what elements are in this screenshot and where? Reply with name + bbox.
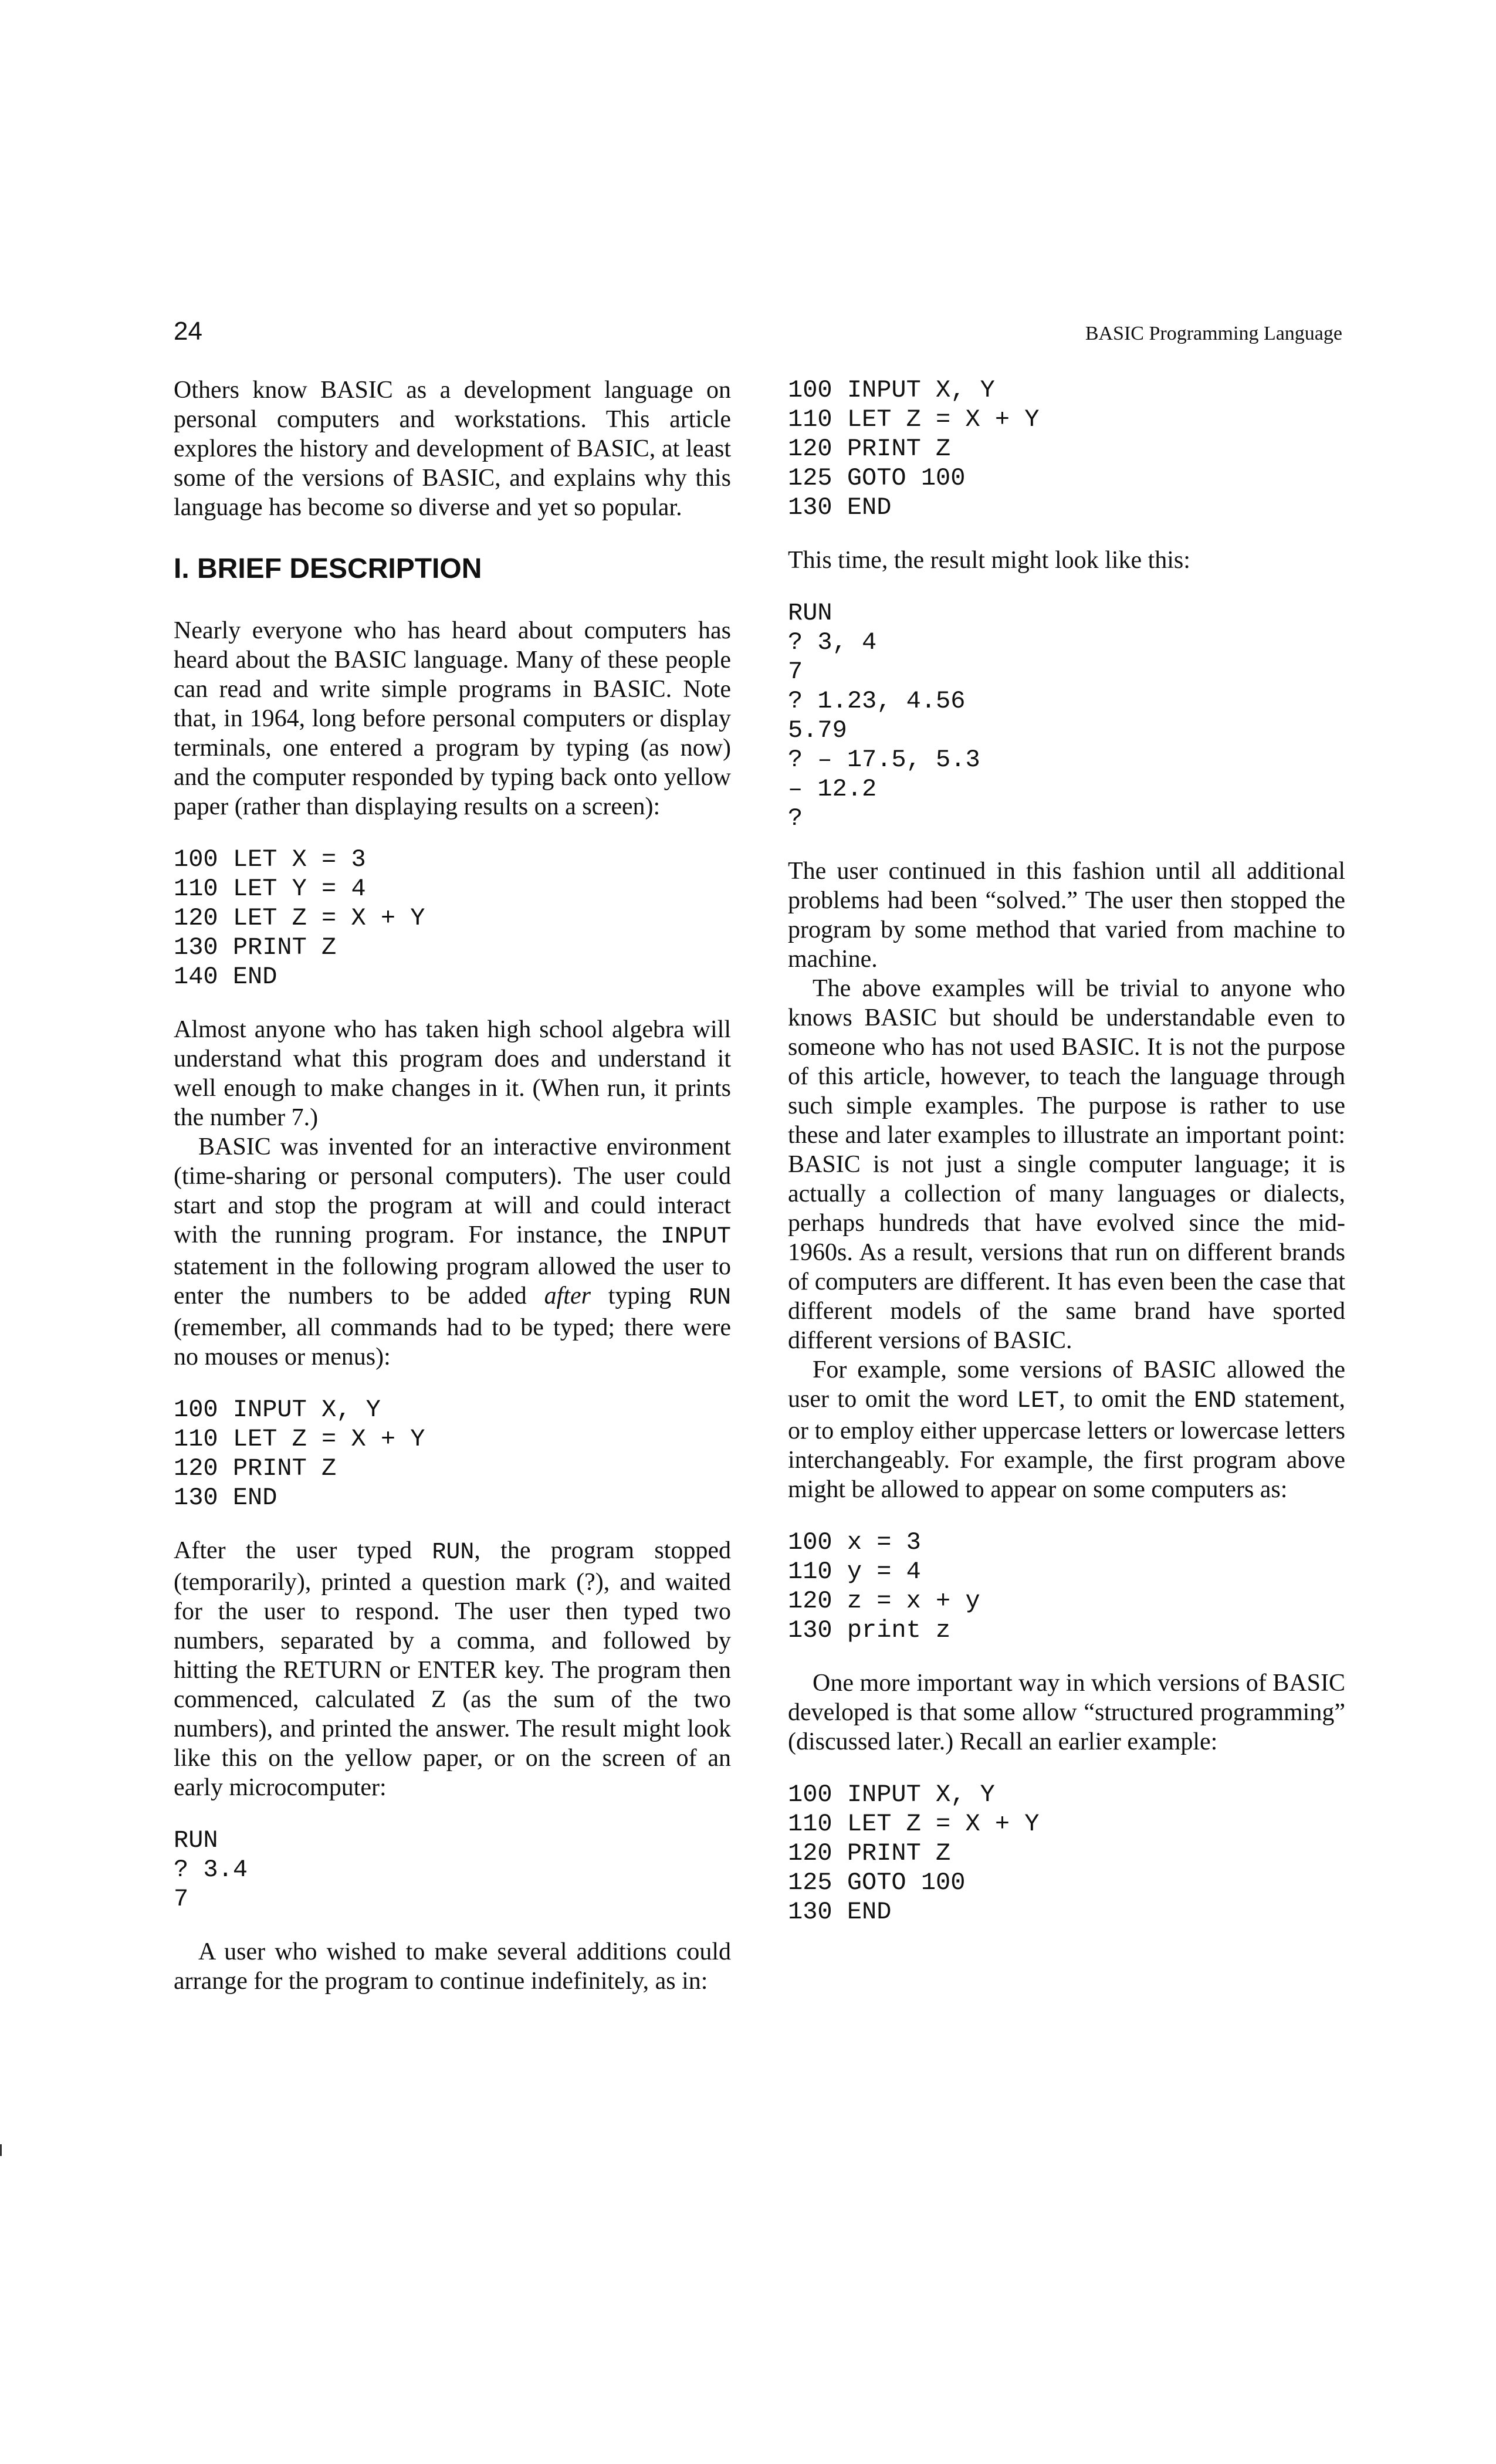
scan-edge-mark [0, 2144, 2, 2156]
paragraph: Nearly everyone who has heard about computers has heard about the BASIC language. Many of these people can read and write simple programs in BASIC. Note that, in 1964, long before personal computers or display terminals, one entered a program by typing (as now) and the computer responded by typing back onto yellow paper (rather than displaying results on a screen): [174, 617, 731, 820]
code-block: 100 INPUT X, Y 110 LET Z = X + Y 120 PRINT Z 125 GOTO 100 130 END [788, 376, 1040, 522]
code-block: RUN ? 3.4 7 [174, 1826, 248, 1913]
paragraph: A user who wished to make several additions could arrange for the program to continue indefinitely, as in: [174, 1938, 731, 1995]
code-block: 100 x = 3 110 y = 4 120 z = x + y 130 print z [788, 1528, 980, 1644]
paragraph: The user continued in this fashion until all additional problems had been “solved.” The user then stopped the program by some method that varied from machine to machine. [788, 858, 1345, 973]
code-block: 100 INPUT X, Y 110 LET Z = X + Y 120 PRINT Z 130 END [174, 1396, 425, 1512]
left-column [174, 375, 731, 1996]
paragraph: Almost anyone who has taken high school algebra will understand what this program does and understand it well enough to make changes in it. (When run, it prints the number 7.) [174, 1016, 731, 1131]
page-number: 24 [174, 317, 202, 346]
paragraph: After the user typed RUN, the program stopped (temporarily), printed a question mark (?), and waited for the user to respond. The user then typed two numbers, separated by a comma, and followed by hitting the RETURN or ENTER key. The program then commenced, calculated Z (as the sum of the two numbers), and printed the answer. The result might look like this on the yellow paper, or on the screen of an early microcomputer: [174, 1537, 732, 1801]
paragraph: The above examples will be trivial to anyone who knows BASIC but should be understandable even to someone who has not used BASIC. It is not the purpose of this article, however, to teach the language through such simple examples. The purpose is rather to use these and later examples to illustrate an important point: BASIC is not just a single computer language; it is actually a collection of many languages or dialects, perhaps hundreds that have evolved since the mid-1960s. As a result, versions that run on different brands of computers are different. It has even been the case that different models of the same brand have sported different versions of BASIC. [788, 975, 1345, 1354]
code-block: 100 INPUT X, Y 110 LET Z = X + Y 120 PRINT Z 125 GOTO 100 130 END [788, 1781, 1040, 1926]
paragraph: One more important way in which versions of BASIC developed is that some allow “structured programming” (discussed later.) Recall an earlier example: [788, 1670, 1345, 1755]
code-block: 100 LET X = 3 110 LET Y = 4 120 LET Z = X + Y 130 PRINT Z 140 END [174, 845, 425, 991]
running-title: BASIC Programming Language [1085, 323, 1342, 344]
intro-paragraph: Others know BASIC as a development language on personal computers and workstations. This article explores the history and development of BASIC, at least some of the versions of BASIC, and explains why this language has become so diverse and yet so popular. [174, 377, 731, 521]
paragraph: This time, the result might look like this: [788, 547, 1190, 574]
code-block: RUN ? 3, 4 7 ? 1.23, 4.56 5.79 ? – 17.5, 5.3 – 12.2 ? [788, 599, 980, 832]
paragraph: For example, some versions of BASIC allowed the user to omit the word LET, to omit the END statement, or to employ either uppercase letters or lowercase letters interchangeably. For example, the first program above might be allowed to appear on some computers as: [788, 1356, 1345, 1503]
section-heading: I. BRIEF DESCRIPTION [174, 553, 482, 584]
paragraph: BASIC was invented for an interactive environment (time-sharing or personal computers). The user could start and stop the program at will and could interact with the running program. For instance, the INPUT statement in the following program allowed the user to enter the numbers to be added after typing RUN (remember, all commands had to be typed; there were no mouses or menus): [174, 1133, 731, 1370]
right-column [788, 375, 1345, 1927]
